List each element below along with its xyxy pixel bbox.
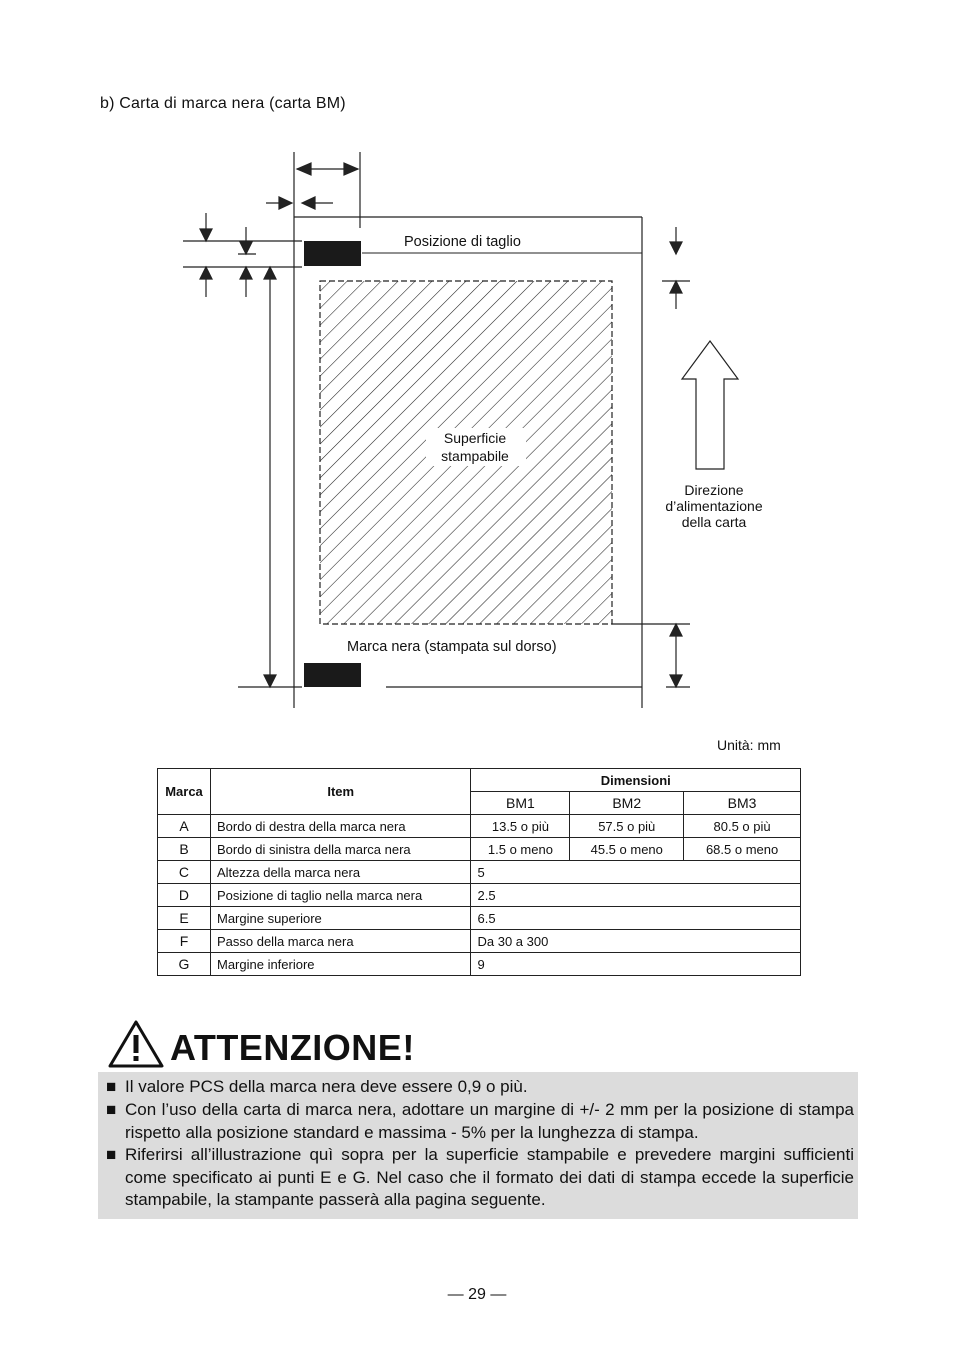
row-bm3: 80.5 o più [684, 815, 801, 838]
warning-item [106, 1144, 854, 1212]
row-mark: E [158, 907, 211, 930]
row-value: 6.5 [471, 907, 801, 930]
table-row [158, 861, 801, 884]
warning-item [106, 1076, 854, 1099]
warning-item [106, 1099, 854, 1144]
row-mark: F [158, 930, 211, 953]
row-bm1: 1.5 o meno [471, 838, 570, 861]
printable-area-label: stampabile [441, 448, 509, 464]
row-bm2: 45.5 o meno [570, 838, 684, 861]
bullet-square-icon: ■ [106, 1145, 117, 1164]
header-mark: Marca [158, 769, 211, 815]
row-item: Altezza della marca nera [210, 861, 471, 884]
page-number: — 29 — [447, 1286, 507, 1303]
warning-item-text: Il valore PCS della marca nera deve essere 0,9 o più. [125, 1077, 528, 1096]
warning-title: ATTENZIONE! [170, 1027, 415, 1068]
black-mark-bottom [304, 663, 361, 687]
table-row [158, 815, 801, 838]
row-item: Bordo di sinistra della marca nera [210, 838, 471, 861]
row-value: Da 30 a 300 [471, 930, 801, 953]
table-row [158, 930, 801, 953]
row-value: 2.5 [471, 884, 801, 907]
row-item: Margine superiore [210, 907, 471, 930]
row-mark: B [158, 838, 211, 861]
row-item: Passo della marca nera [210, 930, 471, 953]
warning-item-text: Riferirsi all’illustrazione quì sopra per la superficie stampabile e prevedere margini sufficienti come specificato ai punti E e G. Nel caso che il formato dei dati di stampa eccede la superficie stampabile, la stampante passerà alla pagina seguente. [125, 1145, 854, 1209]
table-row [158, 838, 801, 861]
row-bm1: 13.5 o più [471, 815, 570, 838]
table-row [158, 953, 801, 976]
table-row [158, 907, 801, 930]
sub-header-bm3: BM3 [684, 792, 801, 815]
bullet-square-icon: ■ [106, 1077, 117, 1096]
row-item: Margine inferiore [210, 953, 471, 976]
header-dimensions: Dimensioni [471, 769, 801, 792]
row-value: 5 [471, 861, 801, 884]
row-mark: C [158, 861, 211, 884]
row-bm2: 57.5 o più [570, 815, 684, 838]
table-row [158, 884, 801, 907]
warning-triangle-icon [108, 1018, 168, 1070]
sub-header-bm1: BM1 [471, 792, 570, 815]
printable-area-label: Superficie [443, 430, 507, 446]
feed-direction-label: d’alimentazione [665, 498, 763, 514]
warning-item-text: Con l’uso della carta di marca nera, adottare un margine di +/- 2 mm per la posizione di stampa rispetto alla posizione standard e massima - 5% per la lunghezza di stampa. [125, 1100, 854, 1142]
units-label: Unità: mm [717, 737, 781, 753]
cut-position-label: Posizione di taglio [404, 234, 521, 250]
feed-direction-label: della carta [681, 514, 747, 530]
black-mark-top [304, 241, 361, 266]
feed-direction-arrow [682, 341, 738, 469]
sub-header-bm2: BM2 [570, 792, 684, 815]
row-item: Bordo di destra della marca nera [210, 815, 471, 838]
dimension-table [157, 768, 801, 976]
row-value: 9 [471, 953, 801, 976]
feed-direction-label: Direzione [684, 482, 744, 498]
bullet-square-icon: ■ [106, 1100, 117, 1119]
row-item: Posizione di taglio nella marca nera [210, 884, 471, 907]
row-mark: G [158, 953, 211, 976]
row-mark: D [158, 884, 211, 907]
section-title: b) Carta di marca nera (carta BM) [100, 95, 346, 112]
row-bm3: 68.5 o meno [684, 838, 801, 861]
header-item: Item [210, 769, 471, 815]
row-mark: A [158, 815, 211, 838]
black-mark-label: Marca nera (stampata sul dorso) [347, 639, 557, 655]
